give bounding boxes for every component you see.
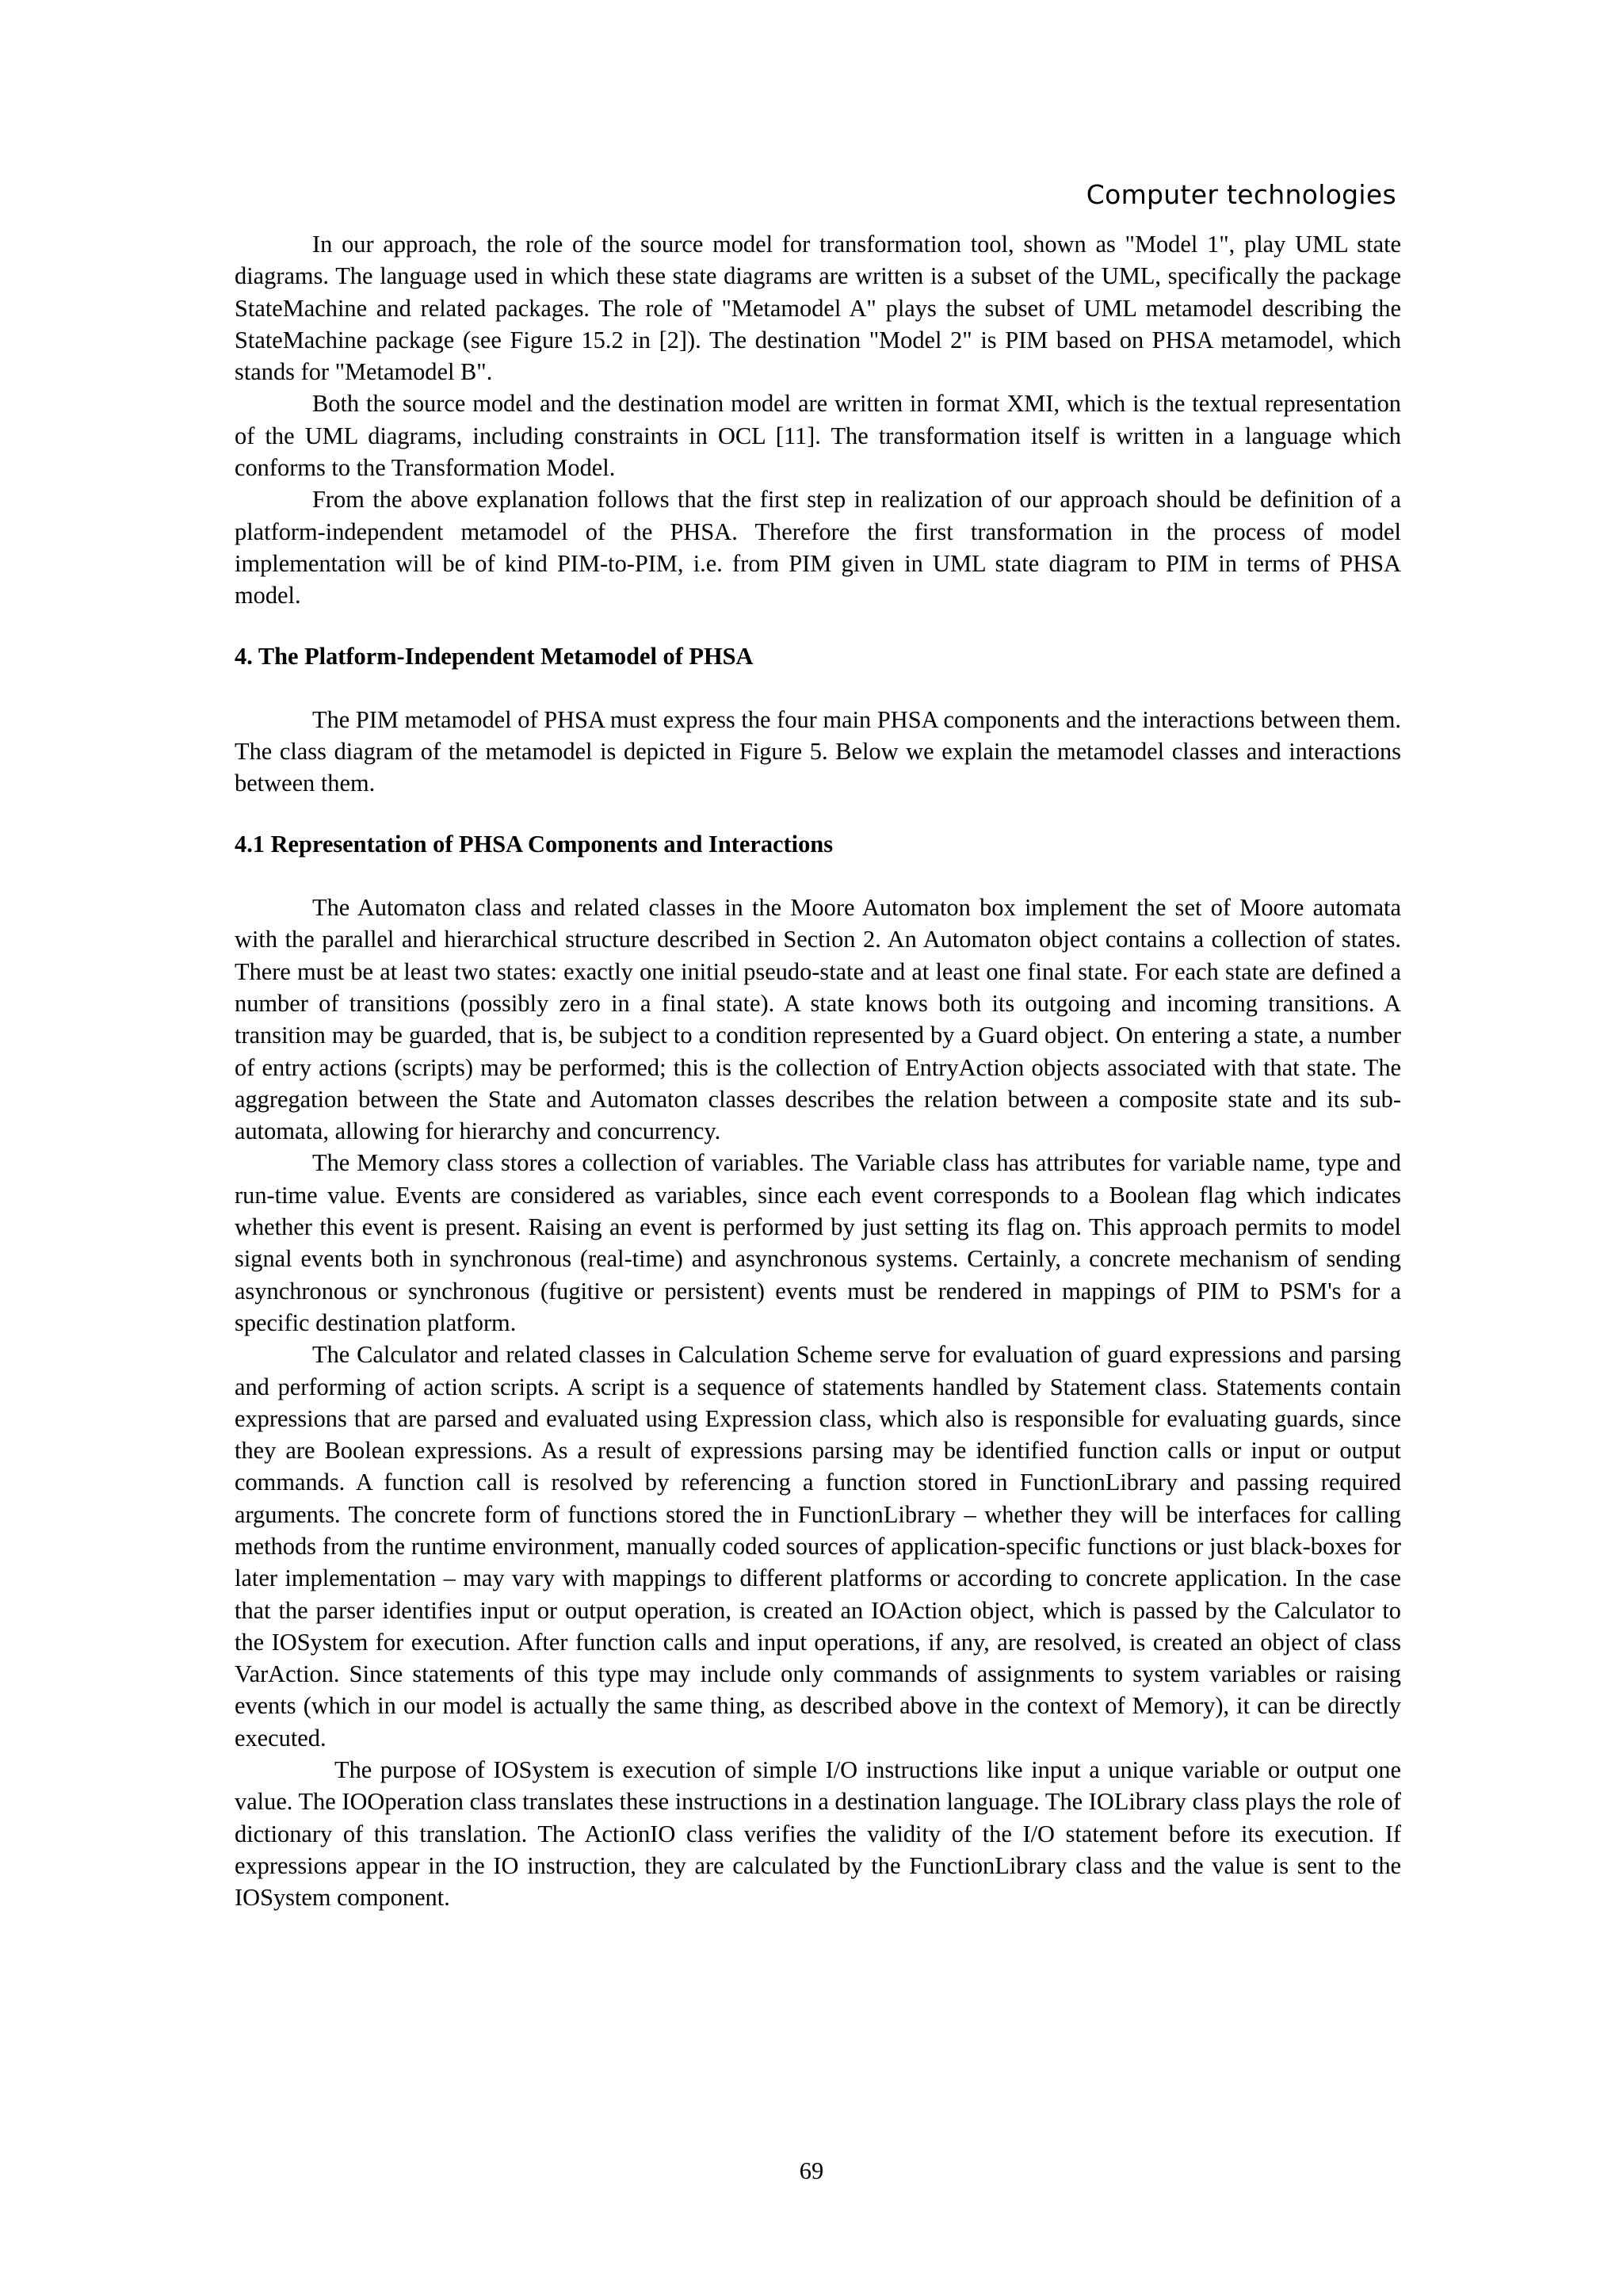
section-4-heading: 4. The Platform-Independent Metamodel of PHSA <box>235 642 754 670</box>
section-4-1-paragraph-iosystem: The purpose of IOSystem is execution of simple I/O instructions like input a unique variable or output one value. The IOOperation class translates these instructions in a destination language. The IOLibrary class plays the role of dictionary of this translation. The ActionIO class verifies the validity of the I/O statement before its execution. If expressions appear in the IO instruction, they are calculated by the FunctionLibrary class and the value is sent to the IOSystem component. <box>235 1756 1401 1912</box>
section-4-1-paragraph-memory: The Memory class stores a collection of variables. The Variable class has attributes for variable name, type and run-time value. Events are considered as variables, since each event corresponds to a Boolean flag which indicates whether this event is present. Raising an event is performed by just setting its flag on. This approach permits to model signal events both in synchronous (real-time) and asynchronous systems. Certainly, a concrete mechanism of sending asynchronous or synchronous (fugitive or persistent) events must be rendered in mappings of PIM to PSM's for a specific destination platform. <box>235 1149 1401 1336</box>
section-4-paragraph: The PIM metamodel of PHSA must express the four main PHSA components and the interactions between them. The class diagram of the metamodel is depicted in Figure 5. Below we explain the metamodel classes and interactions between them. <box>235 705 1401 797</box>
intro-paragraph-2: Both the source model and the destination model are written in format XMI, which is the textual representation of the UML diagrams, including constraints in OCL [11]. The transformation itself is written in a language which conforms to the Transformation Model. <box>235 390 1401 482</box>
page-body <box>235 228 1401 1914</box>
section-4-1-paragraph-automaton: The Automaton class and related classes in the Moore Automaton box implement the set of Moore automata with the parallel and hierarchical structure described in Section 2. An Automaton object contains a collection of states. There must be at least two states: exactly one initial pseudo-state and at least one final state. For each state are defined a number of transitions (possibly zero in a final state). A state knows both its outgoing and incoming transitions. A transition may be guarded, that is, be subject to a condition represented by a Guard object. On entering a state, a number of entry actions (scripts) may be performed; this is the collection of EntryAction objects associated with that state. The aggregation between the State and Automaton classes describes the relation between a composite state and its sub-automata, allowing for hierarchy and concurrency. <box>235 894 1401 1145</box>
page-number: 69 <box>799 2157 824 2184</box>
section-4-1-paragraph-calculator: The Calculator and related classes in Calculation Scheme serve for evaluation of guard expressions and parsing and performing of action scripts. A script is a sequence of statements handled by Statement class. Statements contain expressions that are parsed and evaluated using Expression class, which also is responsible for evaluating guards, since they are Boolean expressions. As a result of expressions parsing may be identified function calls or input or output commands. A function call is resolved by referencing a function stored in FunctionLibrary and passing required arguments. The concrete form of functions stored the in FunctionLibrary – whether they will be interfaces for calling methods from the runtime environment, manually coded sources of application-specific functions or just black-boxes for later implementation – may vary with mappings to different platforms or according to concrete application. In the case that the parser identifies input or output operation, is created an IOAction object, which is passed by the Calculator to the IOSystem for execution. After function calls and input operations, if any, are resolved, is created an object of class VarAction. Since statements of this type may include only commands of assignments to system variables or raising events (which in our model is actually the same thing, as described above in the context of Memory), it can be directly executed. <box>235 1341 1401 1752</box>
running-header: Computer technologies <box>1086 179 1396 210</box>
intro-paragraph-3: From the above explanation follows that the first step in realization of our approach should be definition of a platform-independent metamodel of the PHSA. Therefore the first transformation in the process of model implementation will be of kind PIM-to-PIM, i.e. from PIM given in UML state diagram to PIM in terms of PHSA model. <box>235 486 1401 609</box>
section-4-1-heading: 4.1 Representation of PHSA Components and Interactions <box>235 830 834 858</box>
intro-paragraph-1: In our approach, the role of the source model for transformation tool, shown as "Model 1", play UML state diagrams. The language used in which these state diagrams are written is a subset of the UML, specifically the package StateMachine and related packages. The role of "Metamodel A" plays the subset of UML metamodel describing the StateMachine package (see Figure 15.2 in [2]). The destination "Model 2" is PIM based on PHSA metamodel, which stands for "Metamodel B". <box>235 231 1401 386</box>
